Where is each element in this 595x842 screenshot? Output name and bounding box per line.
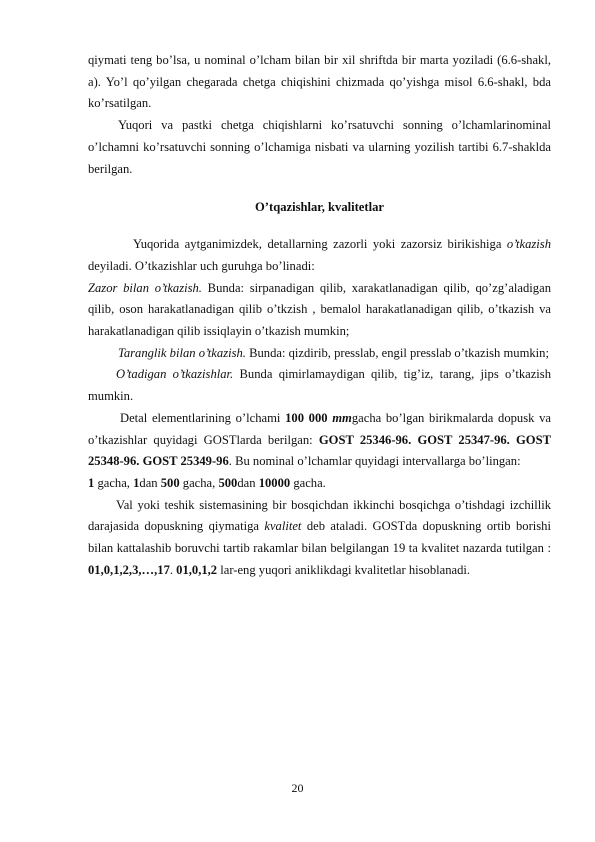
text: dan bbox=[237, 475, 259, 490]
text: lar-eng yuqori aniklikdagi kvalitetlar hisoblanadi. bbox=[217, 562, 471, 577]
text: gacha, bbox=[179, 475, 219, 490]
term-quality: kvalitet bbox=[264, 519, 302, 534]
paragraph-intervals bbox=[88, 473, 551, 495]
top-quality-list: 01,0,1,2 bbox=[176, 562, 218, 577]
interval-value: 10000 bbox=[258, 475, 291, 490]
quality-list: 01,0,1,2,3,…,17 bbox=[88, 562, 170, 577]
text: Detal elementlarining o’lchami bbox=[120, 410, 286, 425]
text: deyiladi. O’tkazishlar uch guruhga bo’linadi: bbox=[88, 258, 315, 273]
text: gacha. bbox=[290, 475, 326, 490]
interval-value: 500 bbox=[218, 475, 238, 490]
text: . bbox=[169, 562, 177, 577]
gost-standards: GOST 25346-96. GOST 25347-96. GOST 25348-96. GOST 25349-96 bbox=[88, 432, 552, 469]
paragraph-clearance-fit bbox=[88, 278, 551, 343]
paragraph-transition-fit bbox=[88, 364, 551, 407]
term-transition-fit: O’tadigan o’tkazishlar. bbox=[116, 367, 234, 382]
text: Bunda: sirpanadigan qilib, xarakatlanadigan qilib, qo’zg’aladigan qilib, oson harakatlanadigan qilib o’tkzish , bemalol harakatlanadigan qilib, o’tkazish va harakatlanadigan qilib issiqlayin o’tkazish mumkin; bbox=[88, 280, 551, 339]
text: Bunda: qizdirib, presslab, engil presslab o’tkazish mumkin; bbox=[245, 345, 549, 360]
term-interference-fit: Taranglik bilan o’tkazish. bbox=[118, 345, 246, 360]
paragraph-fits-definition bbox=[88, 234, 551, 277]
text: Bunda qimirlamaydigan qilib, tig’iz, tarang, jips o’tkazish mumkin. bbox=[88, 367, 551, 404]
text: deb ataladi. GOSTda dopuskning ortib borishi bilan kattalashib boruvchi tartib rakamlar bilan belgilangan 19 ta kvalitet nazarda tutilgan : bbox=[88, 519, 551, 556]
size-limit: 100 000 bbox=[285, 410, 328, 425]
interval-value: 1 bbox=[88, 475, 95, 490]
text: gacha, bbox=[94, 475, 134, 490]
text: dan bbox=[139, 475, 161, 490]
section-heading: O’tqazishlar, kvalitetlar bbox=[255, 200, 384, 215]
term-clearance-fit: Zazor bilan o’tkazish. bbox=[88, 280, 202, 295]
text: gacha bo’lgan birikmalarda dopusk va o’tkazishlar quyidagi GOSTlarda berilgan: bbox=[88, 410, 551, 447]
paragraph-interference-fit bbox=[88, 343, 551, 365]
text: Val yoki teshik sistemasining bir bosqichdan ikkinchi bosqichga o’tishdagi izchillik darajasida dopuskning qiymatiga bbox=[88, 497, 551, 534]
term-fit: o’tkazish bbox=[506, 237, 551, 252]
interval-value: 1 bbox=[133, 475, 140, 490]
paragraph-gost bbox=[88, 408, 551, 473]
page-number: 20 bbox=[291, 781, 304, 795]
document-body bbox=[88, 50, 551, 581]
text: . Bu nominal o’lchamlar quyidagi intervallarga bo’lingan: bbox=[228, 454, 521, 469]
interval-value: 500 bbox=[160, 475, 180, 490]
paragraph-qualities bbox=[88, 495, 551, 582]
paragraph-deviations: Yuqori va pastki chetga chiqishlarni ko’rsatuvchi sonning o’lchamlarinominal o’lchamni ko’rsatuvchi sonning o’lchamiga nisbati va ularning yozilish tartibi 6.7-shaklda berilgan. bbox=[88, 118, 551, 176]
unit-mm: mm bbox=[332, 410, 352, 425]
text: Yuqorida aytganimizdek, detallarning zazorli yoki zazorsiz birikishiga bbox=[133, 237, 507, 252]
paragraph-intro: qiymati teng bo’lsa, u nominal o’lcham bilan bir xil shriftda bir marta yoziladi (6.6-shakl, a). Yo’l qo’yilgan chegarada chetga chiqishini chizmada qo’yishga misol 6.6-shakl, bda ko’rsatilgan. bbox=[88, 53, 551, 111]
